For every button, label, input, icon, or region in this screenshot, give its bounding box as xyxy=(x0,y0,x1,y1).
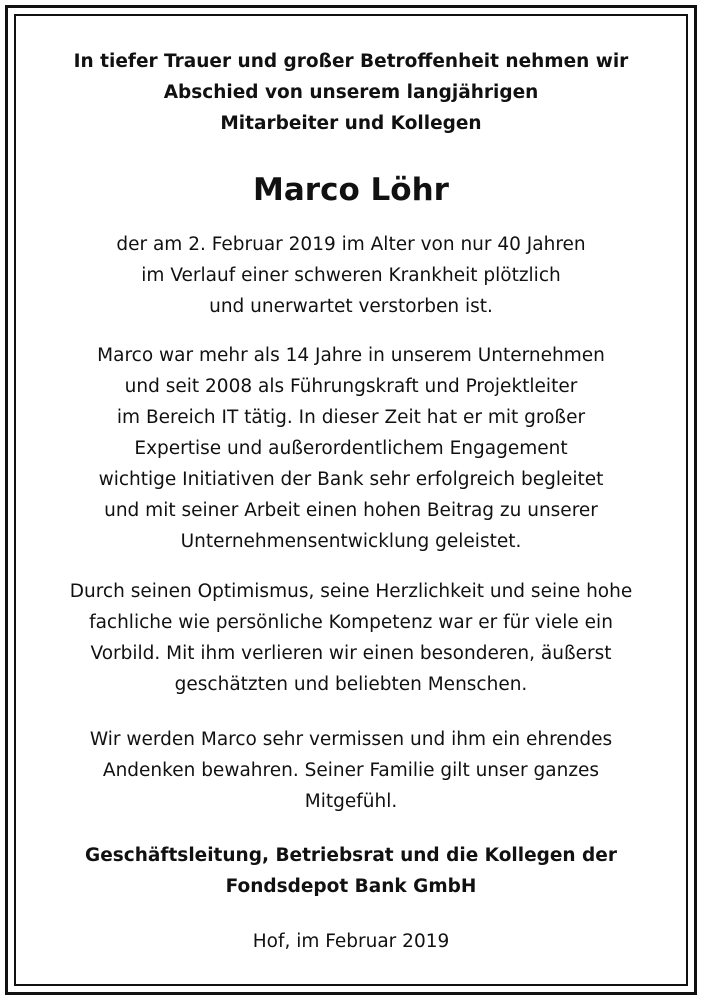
intro-line: Mitarbeiter und Kollegen xyxy=(220,113,482,134)
paragraph-line: der am 2. Februar 2019 im Alter von nur 40 Jahren xyxy=(116,234,586,255)
intro-text xyxy=(24,46,678,139)
paragraph-line: Unternehmensentwicklung geleistet. xyxy=(180,531,522,552)
deceased-name: Marco Löhr xyxy=(253,172,449,208)
paragraph-line: und seit 2008 als Führungskraft und Projektleiter xyxy=(124,376,578,397)
death-notice-paragraph xyxy=(24,229,678,322)
intro-line: In tiefer Trauer und großer Betroffenheit nehmen wir xyxy=(73,51,629,72)
paragraph-line: und unerwartet verstorben ist. xyxy=(209,296,493,317)
paragraph-line: Wir werden Marco sehr vermissen und ihm ein ehrendes xyxy=(89,729,613,750)
tribute-paragraph xyxy=(24,576,678,700)
paragraph-line: Marco war mehr als 14 Jahre in unserem Unternehmen xyxy=(97,345,605,366)
place-and-date: Hof, im Februar 2019 xyxy=(252,931,450,952)
paragraph-line: Expertise und außerordentlichem Engagement xyxy=(134,438,568,459)
signers xyxy=(24,840,678,902)
paragraph-line: Mitgefühl. xyxy=(304,791,398,812)
paragraph-line: Vorbild. Mit ihm verlieren wir einen besonderen, äußerst xyxy=(90,643,612,664)
paragraph-line: im Bereich IT tätig. In dieser Zeit hat er mit großer xyxy=(116,407,586,428)
paragraph-line: geschätzten und beliebten Menschen. xyxy=(174,674,528,695)
paragraph-line: im Verlauf einer schweren Krankheit plötzlich xyxy=(141,265,561,286)
intro-line: Abschied von unserem langjährigen xyxy=(163,82,539,103)
paragraph-line: wichtige Initiativen der Bank sehr erfolgreich begleitet xyxy=(98,469,604,490)
signer-line: Fondsdepot Bank GmbH xyxy=(225,876,477,897)
paragraph-line: fachliche wie persönliche Kompetenz war er für viele ein xyxy=(89,612,613,633)
paragraph-line: und mit seiner Arbeit einen hohen Beitrag zu unserer xyxy=(104,500,598,521)
paragraph-line: Andenken bewahren. Seiner Familie gilt unser ganzes xyxy=(102,760,600,781)
career-paragraph xyxy=(24,340,678,557)
signer-line: Geschäftsleitung, Betriebsrat und die Kollegen der xyxy=(85,845,617,866)
closing-paragraph xyxy=(24,724,678,817)
paragraph-line: Durch seinen Optimismus, seine Herzlichkeit und seine hohe xyxy=(69,581,633,602)
